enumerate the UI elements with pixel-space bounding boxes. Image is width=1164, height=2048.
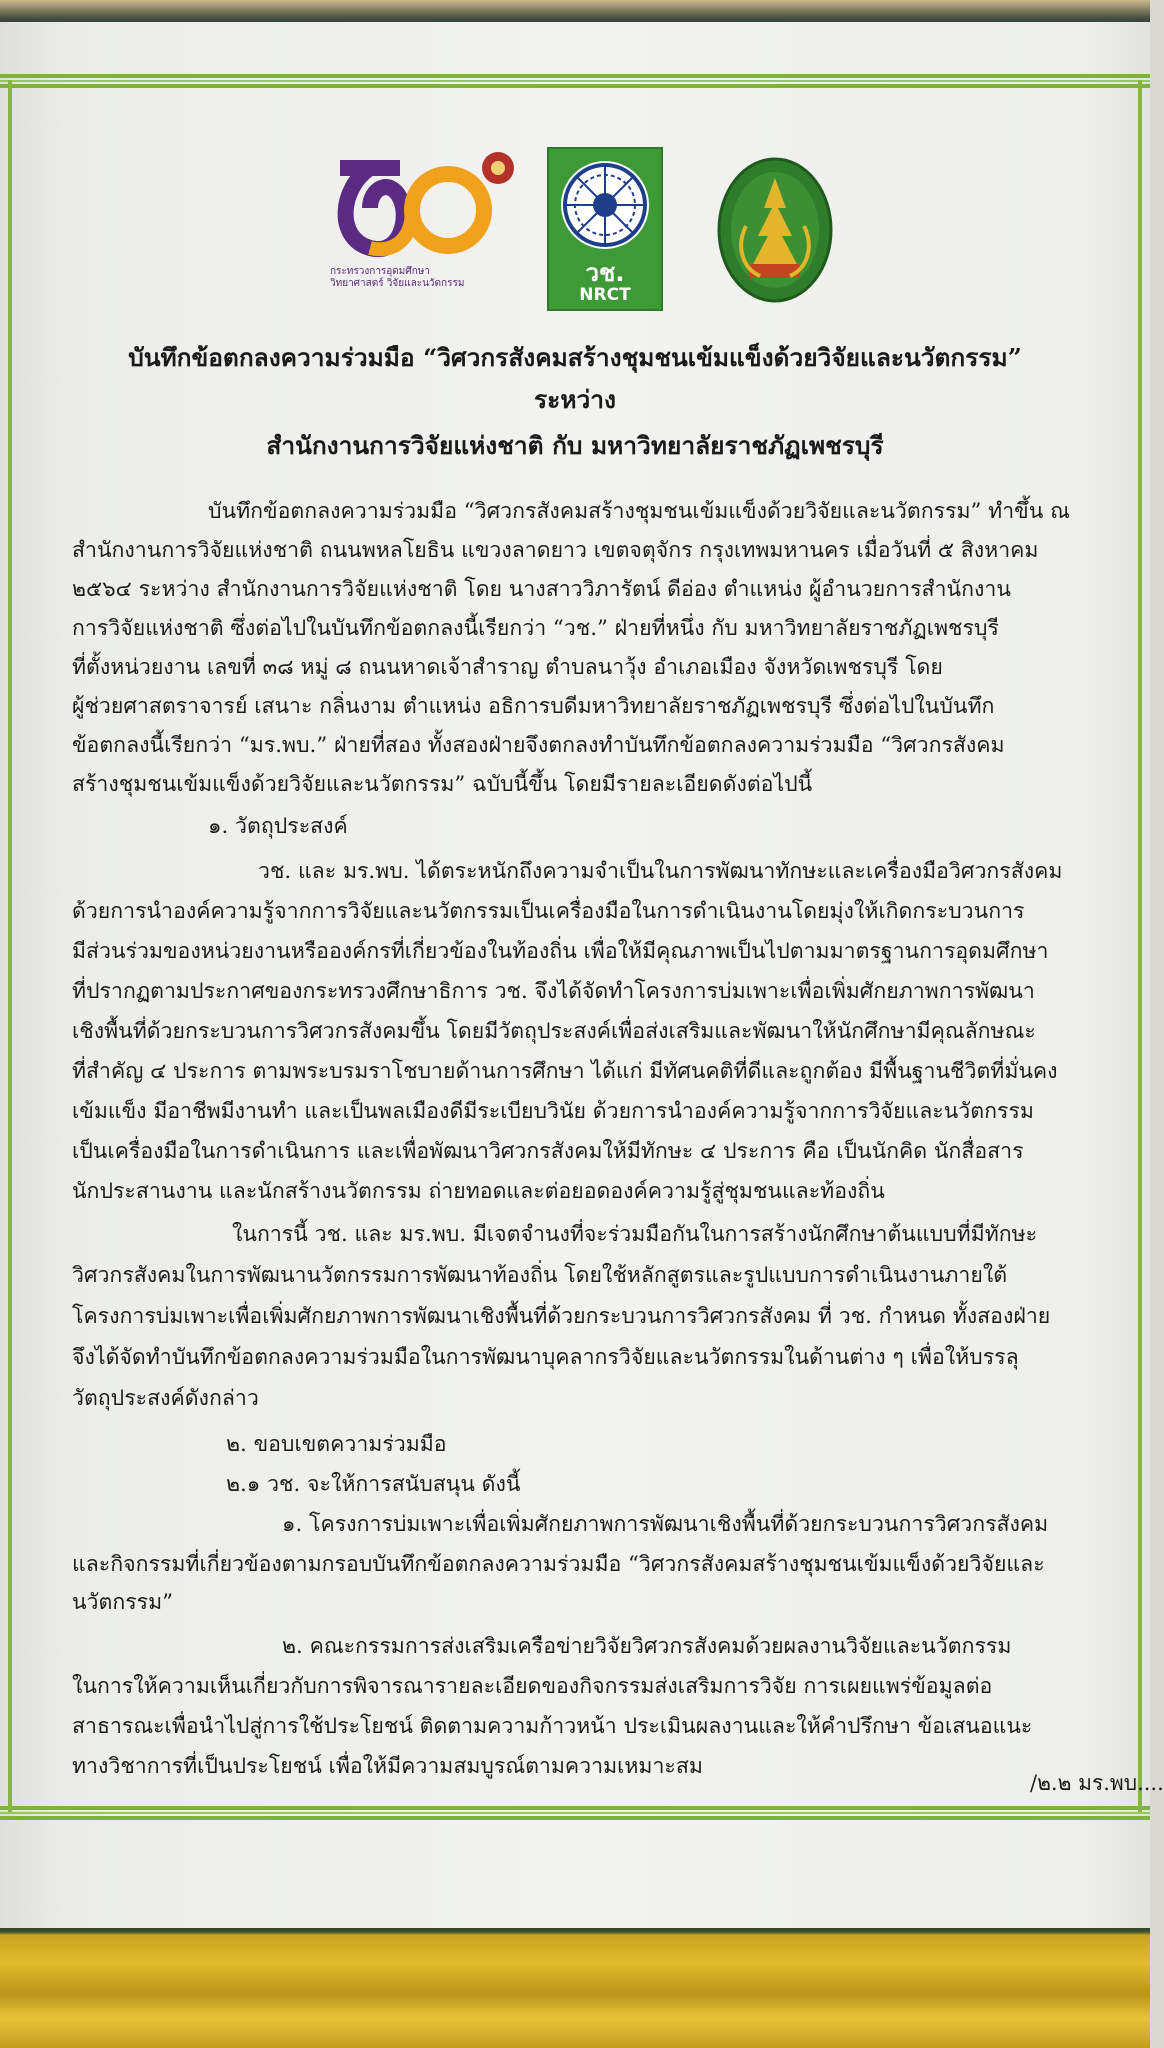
body-line: ทางวิชาการที่เป็นประโยชน์ เพื่อให้มีความสมบูรณ์ตามความเหมาะสม [72, 1754, 703, 1779]
body-line: เข้มแข็ง มีอาชีพมีงานทำ และเป็นพลเมืองดีมีระเบียบวินัย ด้วยการนำองค์ความรู้จากการวิจัยและนวัตกรรม [72, 1099, 1034, 1124]
body-line: ในการนี้ วช. และ มร.พบ. มีเจตจำนงที่จะร่วมมือกันในการสร้างนักศึกษาต้นแบบที่มีทักษะ [232, 1222, 1038, 1247]
title-parties: สำนักงานการวิจัยแห่งชาติ กับ มหาวิทยาลัยราชภัฏเพชรบุรี [266, 431, 884, 460]
nrct-logo [547, 147, 663, 311]
body-line: ๒. คณะกรรมการส่งเสริมเครือข่ายวิจัยวิศวกรสังคมด้วยผลงานวิจัยและนวัตกรรม [282, 1634, 1012, 1659]
gold-cloth [0, 1928, 1150, 2048]
nrct-english-label: NRCT [579, 285, 631, 305]
body-line: สาธารณะเพื่อนำไปสู่การใช้ประโยชน์ ติดตามความก้าวหน้า ประเมินผลงานและให้คำปรึกษา ข้อเสนอแนะ [72, 1714, 1033, 1739]
bottom-green-border [0, 1806, 1150, 1820]
body-line: ผู้ช่วยศาสตราจารย์ เสนาะ กลิ่นงาม ตำแหน่ง อธิการบดีมหาวิทยาลัยราชภัฏเพชรบุรี ซึ่งต่อไปในบันทึก [72, 694, 995, 719]
body-line: ข้อตกลงนี้เรียกว่า “มร.พบ.” ฝ่ายที่สอง ทั้งสองฝ่ายจึงตกลงทำบันทึกข้อตกลงความร่วมมือ “วิศวกรสังคม [72, 733, 1005, 758]
body-line: การวิจัยแห่งชาติ ซึ่งต่อไปในบันทึกข้อตกลงนี้เรียกว่า “วช.” ฝ่ายที่หนึ่ง กับ มหาวิทยาลัยราชภัฏเพชรบุรี [72, 616, 999, 641]
body-line: เป็นเครื่องมือในการดำเนินการ และเพื่อพัฒนาวิศวกรสังคมให้มีทักษะ ๔ ประการ คือ เป็นนักคิด นักสื่อสาร [72, 1139, 1024, 1164]
title-between: ระหว่าง [534, 385, 616, 414]
body-line: วช. และ มร.พบ. ได้ตระหนักถึงความจำเป็นในการพัฒนาทักษะและเครื่องมือวิศวกรสังคม [258, 859, 1063, 884]
subsection-heading: ๒.๑ วช. จะให้การสนับสนุน ดังนี้ [226, 1472, 521, 1497]
body-line: นวัตกรรม” [72, 1590, 174, 1615]
body-line: ๒๕๖๔ ระหว่าง สำนักงานการวิจัยแห่งชาติ โดย นางสาววิภารัตน์ ดีอ่อง ตำแหน่ง ผู้อำนวยการสำนักงาน [72, 577, 1011, 602]
body-line: สำนักงานการวิจัยแห่งชาติ ถนนพหลโยธิน แขวงลาดยาว เขตจตุจักร กรุงเทพมหานคร เมื่อวันที่ ๕ สิงหาคม [72, 538, 1039, 563]
pbru-university-seal [716, 156, 834, 304]
mhesi-logo [330, 148, 520, 308]
body-line: บันทึกข้อตกลงความร่วมมือ “วิศวกรสังคมสร้างชุมชนเข้มแข็งด้วยวิจัยและนวัตกรรม” ทำขึ้น ณ [208, 499, 1070, 524]
body-line: ในการให้ความเห็นเกี่ยวกับการพิจารณารายละเอียดของกิจกรรมส่งเสริมการวิจัย การเผยแพร่ข้อมูลต่อ [72, 1674, 993, 1699]
body-line: ด้วยการนำองค์ความรู้จากการวิจัยและนวัตกรรมเป็นเครื่องมือในการดำเนินงานโดยมุ่งให้เกิดกระบวนการ [72, 899, 1025, 924]
top-green-border [0, 74, 1150, 88]
body-line: ที่ปรากฏตามประกาศของกระทรวงศึกษาธิการ วช. จึงได้จัดทำโครงการบ่มเพาะเพื่อเพิ่มศักยภาพการพัฒนา [72, 979, 1035, 1004]
body-line: เชิงพื้นที่ด้วยกระบวนการวิศวกรสังคมขึ้น โดยมีวัตถุประสงค์เพื่อส่งเสริมและพัฒนาให้นักศึกษามีคุณลักษณะ [72, 1019, 1036, 1044]
body-line: ๑. โครงการบ่มเพาะเพื่อเพิ่มศักยภาพการพัฒนาเชิงพื้นที่ด้วยกระบวนการวิศวกรสังคม [282, 1512, 1049, 1537]
body-line: และกิจกรรมที่เกี่ยวข้องตามกรอบบันทึกข้อตกลงความร่วมมือ “วิศวกรสังคมสร้างชุมชนเข้มแข็งด้วยวิจัยและ [72, 1552, 1045, 1577]
body-line: วัตถุประสงค์ดังกล่าว [72, 1386, 259, 1411]
body-line: ที่สำคัญ ๔ ประการ ตามพระบรมราโชบายด้านการศึกษา ได้แก่ มีทัศนคติที่ดีและถูกต้อง มีพื้นฐานชีวิตที่มั่นคง [72, 1059, 1058, 1084]
body-line: วิศวกรสังคมในการพัฒนานวัตกรรมการพัฒนาท้องถิ่น โดยใช้หลักสูตรและรูปแบบการดำเนินงานภายใต้ [72, 1263, 1008, 1288]
section-heading: ๑. วัตถุประสงค์ [208, 814, 348, 839]
body-line: มีส่วนร่วมของหน่วยงานหรือองค์กรที่เกี่ยวข้องในท้องถิ่น เพื่อให้มีคุณภาพเป็นไปตามมาตรฐานการอุดมศึกษา [72, 939, 1049, 964]
body-line: ที่ตั้งหน่วยงาน เลขที่ ๓๘ หมู่ ๘ ถนนหาดเจ้าสำราญ ตำบลนาวุ้ง อำเภอเมือง จังหวัดเพชรบุรี โดย [72, 655, 943, 680]
document-title: บันทึกข้อตกลงความร่วมมือ “วิศวกรสังคมสร้างชุมชนเข้มแข็งด้วยวิจัยและนวัตกรรม” [128, 343, 1022, 372]
body-line: สร้างชุมชนเข้มแข็งด้วยวิจัยและนวัตกรรม” ฉบับนี้ขึ้น โดยมีรายละเอียดดังต่อไปนี้ [72, 772, 813, 797]
mhesi-line1: กระทรวงการอุดมศึกษา [330, 266, 430, 277]
mhesi-line2: วิทยาศาสตร์ วิจัยและนวัตกรรม [330, 278, 465, 289]
nrct-thai-label: วช. [585, 259, 625, 287]
section-heading: ๒. ขอบเขตความร่วมมือ [226, 1432, 447, 1457]
body-line: โครงการบ่มเพาะเพื่อเพิ่มศักยภาพการพัฒนาเชิงพื้นที่ด้วยกระบวนการวิศวกรสังคม ที่ วช. กำหนด ทั้งสองฝ่าย [72, 1304, 1051, 1329]
nrct-wheel-emblem [561, 161, 649, 249]
body-line: นักประสานงาน และนักสร้างนวัตกรรม ถ่ายทอดและต่อยอดองค์ความรู้สู่ชุมชนและท้องถิ่น [72, 1179, 885, 1204]
page-continuation-marker: /๒.๒ มร.พบ.... [1030, 1771, 1164, 1795]
logo-row [0, 140, 1150, 310]
body-line: จึงได้จัดทำบันทึกข้อตกลงความร่วมมือในการพัฒนาบุคลากรวิจัยและนวัตกรรมในด้านต่าง ๆ เพื่อให้บรรลุ [72, 1345, 1019, 1370]
